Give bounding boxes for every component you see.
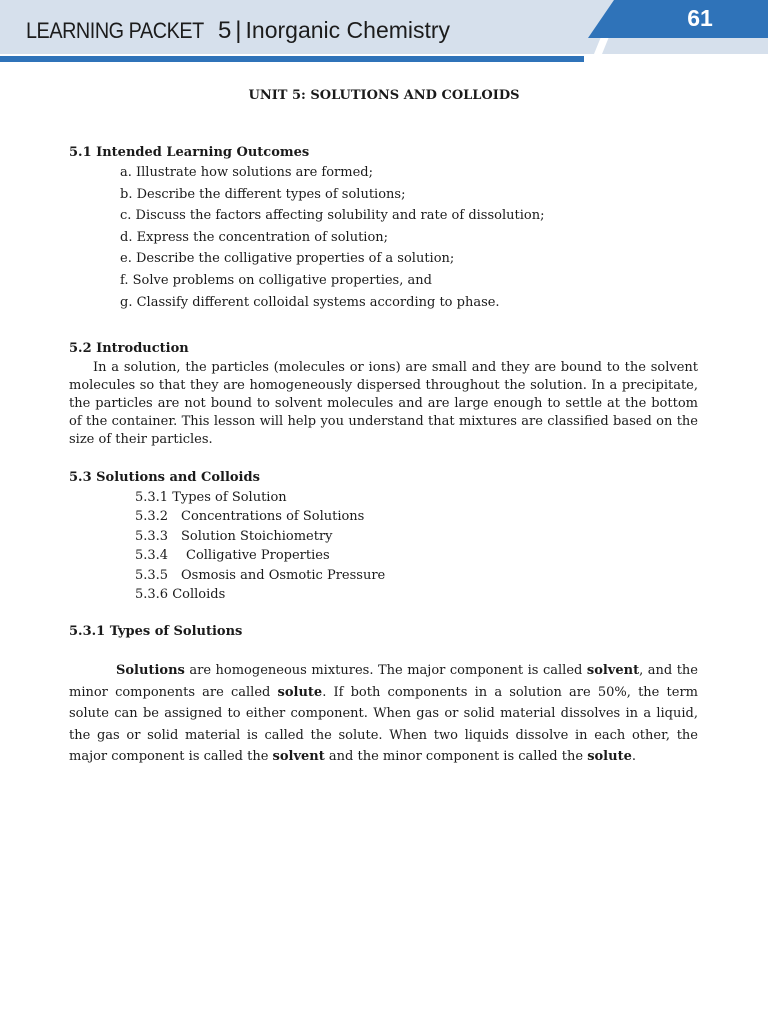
topic-title: Solution Stoichiometry xyxy=(181,528,333,544)
topic-item xyxy=(135,507,385,526)
term-solute: solute xyxy=(587,749,632,765)
term-solvent: solvent xyxy=(272,749,325,765)
term-solute: solute xyxy=(277,684,323,700)
header-rule xyxy=(0,56,584,62)
types-of-solutions-heading: 5.3.1 Types of Solutions xyxy=(69,624,243,639)
topic-item xyxy=(135,527,385,546)
solutions-colloids-heading: 5.3 Solutions and Colloids xyxy=(69,470,260,485)
list-item: g. Classify different colloidal systems according to phase. xyxy=(120,294,500,310)
term-solvent: solvent xyxy=(586,663,640,678)
topic-item xyxy=(135,546,385,565)
topic-title: Concentrations of Solutions xyxy=(181,509,365,525)
topic-list xyxy=(135,488,385,604)
topic-number: 5.3.5 xyxy=(135,567,169,583)
outcomes-list xyxy=(120,162,544,313)
topic-item xyxy=(135,566,385,585)
topic-number: 5.3.2 xyxy=(135,509,169,525)
topic-number: 5.3.3 xyxy=(135,528,169,544)
list-item: a. Illustrate how solutions are formed; xyxy=(120,165,373,180)
unit-title: UNIT 5: SOLUTIONS AND COLLOIDS xyxy=(248,88,520,103)
introduction-text: In a solution, the particles (molecules or ions) are small and they are bound to the solvent molecules so that they are homogeneously dispersed throughout the solution. In a precipitate, the particles are not bound to solvent molecules and are large enough to settle at the bottom of the container. This lesson will help you understand that mixtures are classified based on the size of their particles. xyxy=(69,360,698,447)
topic-number: 5.3.6 xyxy=(135,586,169,602)
header-separator: | xyxy=(235,17,242,44)
topic-title: Types of Solution xyxy=(172,490,287,505)
topic-item xyxy=(135,488,385,507)
term-solutions: Solutions xyxy=(116,663,185,678)
topic-title: Colligative Properties xyxy=(186,548,330,564)
list-item: d. Express the concentration of solution; xyxy=(120,229,389,245)
topic-number: 5.3.1 xyxy=(135,490,169,505)
introduction-paragraph xyxy=(69,359,698,449)
outcomes-heading: 5.1 Intended Learning Outcomes xyxy=(69,145,310,160)
introduction-heading: 5.2 Introduction xyxy=(69,341,189,356)
topic-title: Colloids xyxy=(172,586,226,602)
list-item: e. Describe the colligative properties of a solution; xyxy=(120,251,455,267)
packet-label: LEARNING PACKET xyxy=(26,18,204,43)
topic-item xyxy=(135,585,385,604)
subject-title: Inorganic Chemistry xyxy=(245,17,451,43)
topic-number: 5.3.4 xyxy=(135,548,169,564)
packet-number: 5 xyxy=(217,17,232,44)
header-title xyxy=(26,14,450,50)
types-of-solutions-paragraph: Solutions are homogeneous mixtures. The major component is called solvent, and the minor components are called solute. If both components in a solution are 50%, the term solute can be assigned to either component. When gas or solid material dissolves in a liquid, the gas or solid material is called the solute. When two liquids dissolve in each other, the major component is called the solvent and the minor component is called the solute. xyxy=(69,663,698,765)
list-item: b. Describe the different types of solutions; xyxy=(120,186,406,202)
list-item: f. Solve problems on colligative properties, and xyxy=(120,272,432,288)
topic-title: Osmosis and Osmotic Pressure xyxy=(181,567,386,583)
list-item: c. Discuss the factors affecting solubility and rate of dissolution; xyxy=(120,208,545,224)
page-number: 61 xyxy=(687,5,713,31)
